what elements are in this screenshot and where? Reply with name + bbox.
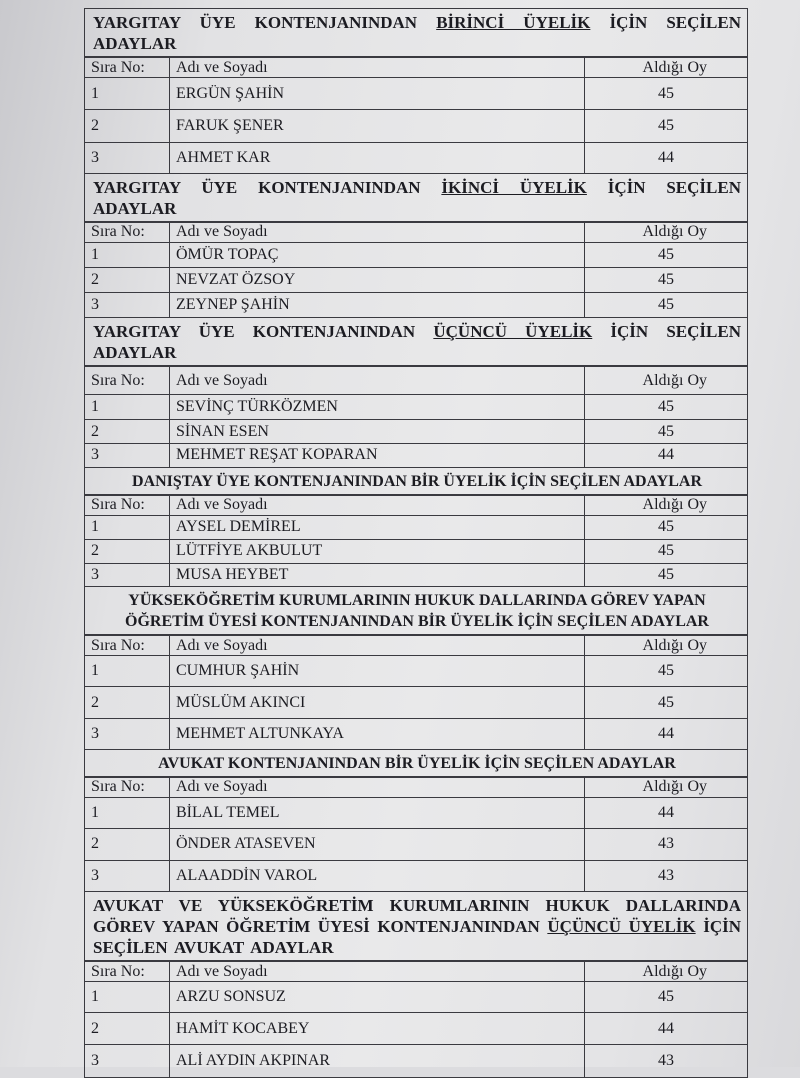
row-name: AYSEL DEMİREL — [170, 515, 585, 539]
header-no: Sıra No: — [85, 777, 170, 797]
row-no: 2 — [85, 828, 170, 860]
header-votes: Aldığı Oy — [585, 962, 748, 982]
header-votes: Aldığı Oy — [585, 367, 748, 395]
row-name: ALAADDİN VAROL — [170, 860, 585, 891]
row-name: SİNAN ESEN — [170, 420, 585, 444]
table-row — [85, 515, 747, 539]
results-document — [84, 8, 748, 1078]
table-row — [85, 395, 747, 420]
row-no: 3 — [85, 563, 170, 586]
header-votes: Aldığı Oy — [585, 636, 748, 656]
table-row — [85, 1013, 747, 1045]
section-title — [85, 892, 747, 961]
row-votes: 43 — [585, 828, 748, 860]
row-no: 1 — [85, 242, 170, 267]
header-no: Sıra No: — [85, 58, 170, 78]
row-name: CUMHUR ŞAHİN — [170, 656, 585, 687]
title-text-end: İÇİN SEÇİLEN AVUKAT ADAYLAR — [93, 917, 741, 957]
section-yargitay-ucuncu — [85, 318, 747, 468]
header-votes: Aldığı Oy — [585, 777, 748, 797]
title-text: YARGITAY ÜYE KONTENJANINDAN — [93, 322, 434, 341]
header-name: Adı ve Soyadı — [170, 777, 585, 797]
table-header-row — [85, 636, 747, 656]
row-no: 3 — [85, 719, 170, 749]
row-name: MÜSLÜM AKINCI — [170, 687, 585, 719]
title-text: YARGITAY ÜYE KONTENJANINDAN — [93, 13, 437, 32]
title-text: DANIŞTAY ÜYE KONTENJANINDAN BİR ÜYELİK İÇİN SEÇİLEN ADAYLAR — [131, 472, 703, 490]
row-name: AHMET KAR — [170, 143, 585, 173]
row-votes: 45 — [585, 292, 748, 317]
table-row — [85, 143, 747, 173]
table-row — [85, 420, 747, 444]
row-votes: 45 — [585, 420, 748, 444]
header-name: Adı ve Soyadı — [170, 636, 585, 656]
section-title — [85, 468, 747, 495]
row-no: 1 — [85, 395, 170, 420]
row-no: 1 — [85, 797, 170, 828]
row-votes: 45 — [585, 687, 748, 719]
table-row — [85, 797, 747, 828]
row-name: HAMİT KOCABEY — [170, 1013, 585, 1045]
header-name: Adı ve Soyadı — [170, 962, 585, 982]
section-yuksekogretim — [85, 587, 747, 750]
row-votes: 44 — [585, 444, 748, 467]
table-row — [85, 1045, 747, 1077]
title-underlined: BİRİNCİ ÜYELİK — [436, 13, 591, 32]
row-no: 2 — [85, 420, 170, 444]
table-row — [85, 719, 747, 749]
row-votes: 45 — [585, 563, 748, 586]
row-name: FARUK ŞENER — [170, 110, 585, 143]
section-avukat-yuksekogretim — [85, 892, 747, 1078]
candidates-table — [85, 635, 747, 749]
row-votes: 45 — [585, 267, 748, 292]
section-avukat — [85, 750, 747, 893]
table-row — [85, 539, 747, 563]
title-underlined: ÜÇÜNCÜ ÜYELİK — [547, 917, 696, 936]
row-no: 1 — [85, 515, 170, 539]
row-votes: 45 — [585, 395, 748, 420]
title-underlined: ÜÇÜNCÜ ÜYELİK — [433, 322, 593, 341]
table-row — [85, 982, 747, 1013]
row-votes: 45 — [585, 242, 748, 267]
row-votes: 45 — [585, 110, 748, 143]
row-no: 1 — [85, 982, 170, 1013]
title-text: AVUKAT VE YÜKSEKÖĞRETİM KURUMLARININ HUKUK DALLARINDA GÖREV YAPAN ÖĞRETİM ÜYESİ KONTENJANINDAN — [93, 896, 741, 936]
header-votes: Aldığı Oy — [585, 495, 748, 515]
table-header-row — [85, 962, 747, 982]
row-name: MEHMET REŞAT KOPARAN — [170, 444, 585, 467]
table-header-row — [85, 777, 747, 797]
row-name: ERGÜN ŞAHİN — [170, 78, 585, 110]
section-title — [85, 174, 747, 222]
row-votes: 44 — [585, 143, 748, 173]
row-name: ÖNDER ATASEVEN — [170, 828, 585, 860]
table-row — [85, 292, 747, 317]
row-name: ÖMÜR TOPAÇ — [170, 242, 585, 267]
header-no: Sıra No: — [85, 222, 170, 242]
header-name: Adı ve Soyadı — [170, 58, 585, 78]
candidates-table — [85, 57, 747, 173]
row-votes: 44 — [585, 797, 748, 828]
table-row — [85, 828, 747, 860]
table-header-row — [85, 222, 747, 242]
section-title — [85, 318, 747, 366]
header-no: Sıra No: — [85, 367, 170, 395]
row-votes: 45 — [585, 982, 748, 1013]
candidates-table — [85, 777, 747, 892]
section-title — [85, 9, 747, 57]
section-title — [85, 750, 747, 777]
table-header-row — [85, 495, 747, 515]
header-votes: Aldığı Oy — [585, 222, 748, 242]
title-text: AVUKAT KONTENJANINDAN BİR ÜYELİK İÇİN SEÇİLEN ADAYLAR — [158, 754, 676, 772]
title-text-end: İÇİN SEÇİLEN ADAYLAR — [93, 177, 741, 218]
row-name: ZEYNEP ŞAHİN — [170, 292, 585, 317]
row-no: 3 — [85, 143, 170, 173]
row-votes: 44 — [585, 1013, 748, 1045]
table-row — [85, 687, 747, 719]
title-text-end: İÇİN SEÇİLEN ADAYLAR — [93, 322, 741, 362]
table-row — [85, 860, 747, 891]
header-no: Sıra No: — [85, 636, 170, 656]
title-text-end: İÇİN SEÇİLEN ADAYLAR — [93, 13, 741, 53]
row-no: 2 — [85, 687, 170, 719]
row-no: 3 — [85, 444, 170, 467]
candidates-table — [85, 495, 747, 587]
header-votes: Aldığı Oy — [585, 58, 748, 78]
section-title — [85, 587, 747, 635]
row-name: MEHMET ALTUNKAYA — [170, 719, 585, 749]
row-no: 1 — [85, 78, 170, 110]
header-name: Adı ve Soyadı — [170, 222, 585, 242]
title-text: YARGITAY ÜYE KONTENJANINDAN — [93, 177, 442, 197]
row-votes: 45 — [585, 78, 748, 110]
row-no: 2 — [85, 1013, 170, 1045]
row-votes: 45 — [585, 515, 748, 539]
table-row — [85, 242, 747, 267]
header-name: Adı ve Soyadı — [170, 367, 585, 395]
table-header-row — [85, 367, 747, 395]
row-no: 2 — [85, 267, 170, 292]
candidates-table — [85, 222, 747, 318]
row-name: BİLAL TEMEL — [170, 797, 585, 828]
table-header-row — [85, 58, 747, 78]
row-no: 2 — [85, 539, 170, 563]
table-row — [85, 444, 747, 467]
row-name: LÜTFİYE AKBULUT — [170, 539, 585, 563]
table-row — [85, 78, 747, 110]
candidates-table — [85, 961, 747, 1077]
row-name: ARZU SONSUZ — [170, 982, 585, 1013]
table-row — [85, 267, 747, 292]
row-name: ALİ AYDIN AKPINAR — [170, 1045, 585, 1077]
section-yargitay-birinci — [85, 9, 747, 174]
candidates-table — [85, 366, 747, 467]
title-text: YÜKSEKÖĞRETİM KURUMLARININ HUKUK DALLARINDA GÖREV YAPAN ÖĞRETİM ÜYESİ KONTENJANINDAN BİR ÜYELİK İÇİN SEÇİLEN ADAYLAR — [125, 592, 709, 630]
row-votes: 45 — [585, 539, 748, 563]
header-no: Sıra No: — [85, 495, 170, 515]
row-name: NEVZAT ÖZSOY — [170, 267, 585, 292]
section-danistay — [85, 468, 747, 588]
row-no: 3 — [85, 1045, 170, 1077]
row-no: 2 — [85, 110, 170, 143]
row-votes: 45 — [585, 656, 748, 687]
table-row — [85, 656, 747, 687]
row-votes: 44 — [585, 719, 748, 749]
header-name: Adı ve Soyadı — [170, 495, 585, 515]
table-row — [85, 110, 747, 143]
section-yargitay-ikinci — [85, 174, 747, 319]
row-no: 3 — [85, 292, 170, 317]
row-votes: 43 — [585, 1045, 748, 1077]
row-votes: 43 — [585, 860, 748, 891]
header-no: Sıra No: — [85, 962, 170, 982]
title-underlined: İKİNCİ ÜYELİK — [441, 177, 587, 197]
row-no: 3 — [85, 860, 170, 891]
row-no: 1 — [85, 656, 170, 687]
row-name: MUSA HEYBET — [170, 563, 585, 586]
row-name: SEVİNÇ TÜRKÖZMEN — [170, 395, 585, 420]
table-row — [85, 563, 747, 586]
